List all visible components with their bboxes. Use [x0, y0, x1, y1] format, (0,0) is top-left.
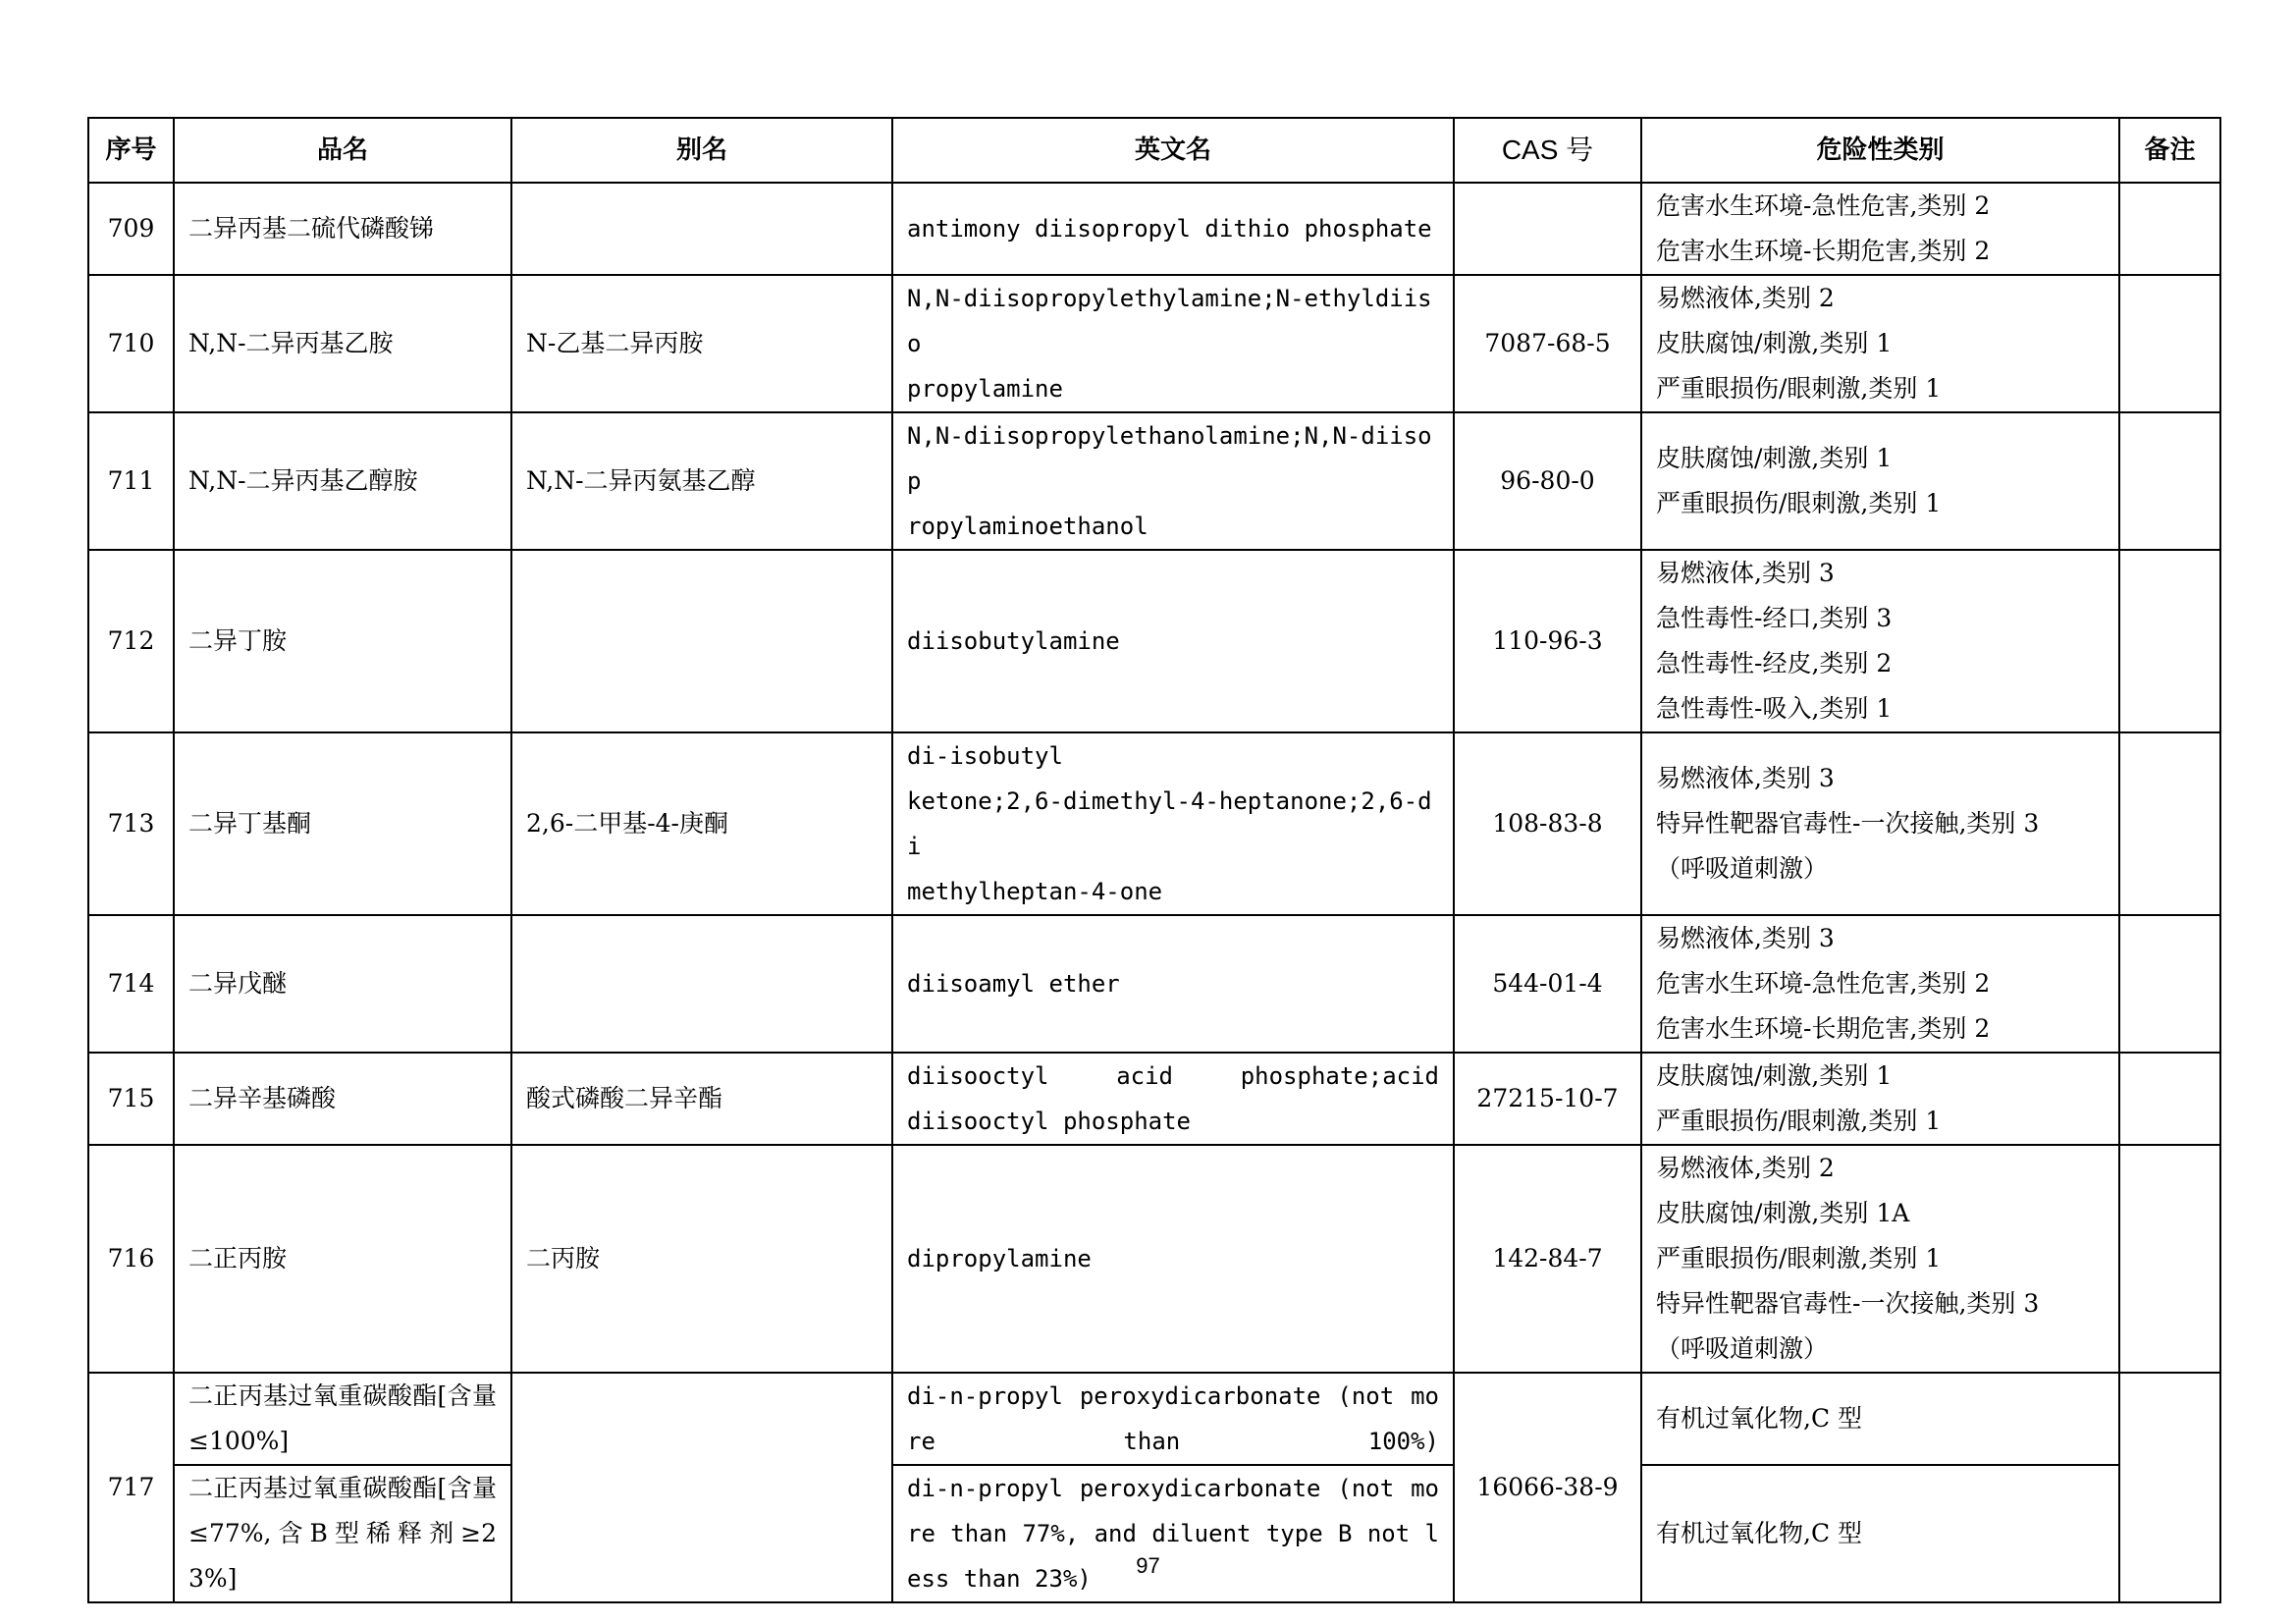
table-row	[88, 412, 2220, 550]
cell-alias	[511, 550, 892, 732]
cell-english: di-n-propyl peroxydicarbonate (not more than 100%)	[892, 1373, 1454, 1465]
cell-english-line: N,N-diisopropylethylamine;N-ethyldiiso	[907, 285, 1432, 357]
cell-remark	[2119, 732, 2220, 915]
cell-hazard-line: 皮肤腐蚀/刺激,类别 1A	[1656, 1199, 1910, 1227]
cell-cas: 27215-10-7	[1454, 1053, 1641, 1145]
cell-english-line: ropylaminoethanol	[907, 513, 1148, 540]
cell-remark	[2119, 275, 2220, 412]
cell-hazard: 有机过氧化物,C 型	[1641, 1465, 2119, 1602]
table-row	[88, 732, 2220, 915]
cell-alias: 2,6-二甲基-4-庚酮	[511, 732, 892, 915]
cell-english-line: di-isobutyl	[907, 742, 1063, 770]
header-no: 序号	[88, 118, 174, 183]
table-row	[88, 1465, 2220, 1602]
table-row	[88, 183, 2220, 275]
cell-english	[892, 275, 1454, 412]
table-row	[88, 1373, 2220, 1465]
cell-hazard-line: 易燃液体,类别 3	[1656, 924, 1835, 952]
cell-hazard	[1641, 1053, 2119, 1145]
cell-english-line: ketone;2,6-dimethyl-4-heptanone;2,6-di	[907, 787, 1432, 860]
header-name: 品名	[174, 118, 511, 183]
table-row	[88, 275, 2220, 412]
cell-hazard-line: 危害水生环境-长期危害,类别 2	[1656, 237, 1991, 265]
cell-alias	[511, 183, 892, 275]
cell-hazard-line: 皮肤腐蚀/刺激,类别 1	[1656, 444, 1893, 472]
cell-cas: 7087-68-5	[1454, 275, 1641, 412]
cell-hazard-line: 危害水生环境-长期危害,类别 2	[1656, 1014, 1991, 1043]
cell-hazard-line: 皮肤腐蚀/刺激,类别 1	[1656, 329, 1893, 357]
cell-hazard-line: 特异性靶器官毒性-一次接触,类别 3	[1656, 809, 2040, 838]
cell-cas	[1454, 183, 1641, 275]
cell-remark	[2119, 183, 2220, 275]
cell-name: 二异丙基二硫代磷酸锑	[174, 183, 511, 275]
cell-cas: 16066-38-9	[1454, 1373, 1641, 1602]
hazardous-chemicals-table	[87, 117, 2221, 1603]
cell-english-line: N,N-diisopropylethanolamine;N,N-diisop	[907, 422, 1432, 495]
cell-remark	[2119, 1145, 2220, 1373]
cell-english: di-n-propyl peroxydicarbonate (not more than 77%, and diluent type B not less than 23%)	[892, 1465, 1454, 1602]
cell-hazard	[1641, 412, 2119, 550]
cell-hazard-line: 严重眼损伤/眼刺激,类别 1	[1656, 374, 1942, 403]
page-number: 97	[1136, 1553, 1160, 1578]
cell-name: 二异戊醚	[174, 915, 511, 1053]
cell-name: 二正丙基过氧重碳酸酯[含量≤77%,含B型稀释剂≥23%]	[174, 1465, 511, 1602]
cell-hazard-line: 易燃液体,类别 2	[1656, 284, 1835, 312]
cell-no: 714	[88, 915, 174, 1053]
cell-english-line: methylheptan-4-one	[907, 878, 1163, 905]
cell-remark	[2119, 550, 2220, 732]
cell-no: 710	[88, 275, 174, 412]
header-cas: CAS 号	[1454, 118, 1641, 183]
cell-english	[892, 183, 1454, 275]
cell-english	[892, 412, 1454, 550]
cell-english-line: diisoamyl ether	[907, 970, 1120, 998]
cell-cas: 110-96-3	[1454, 550, 1641, 732]
cell-cas: 96-80-0	[1454, 412, 1641, 550]
cell-english-line: diisooctyl acid phosphate;acid	[907, 1062, 1439, 1090]
cell-alias	[511, 915, 892, 1053]
cell-english	[892, 1053, 1454, 1145]
cell-hazard: 有机过氧化物,C 型	[1641, 1373, 2119, 1465]
cell-no: 717	[88, 1373, 174, 1602]
cell-hazard-line: 急性毒性-经口,类别 3	[1656, 604, 1893, 632]
cell-no: 711	[88, 412, 174, 550]
cell-name: N,N-二异丙基乙胺	[174, 275, 511, 412]
cell-english-line: antimony diisopropyl dithio phosphate	[907, 215, 1432, 243]
header-remark: 备注	[2119, 118, 2220, 183]
cell-alias: 酸式磷酸二异辛酯	[511, 1053, 892, 1145]
cell-english-line: diisobutylamine	[907, 627, 1120, 655]
cell-name: 二正丙基过氧重碳酸酯[含量≤100%]	[174, 1373, 511, 1465]
cell-no: 716	[88, 1145, 174, 1373]
cell-remark	[2119, 1053, 2220, 1145]
cell-cas: 142-84-7	[1454, 1145, 1641, 1373]
cell-english	[892, 550, 1454, 732]
cell-hazard-line: 皮肤腐蚀/刺激,类别 1	[1656, 1061, 1893, 1090]
cell-english	[892, 732, 1454, 915]
cell-hazard-line: 严重眼损伤/眼刺激,类别 1	[1656, 1244, 1942, 1272]
cell-english	[892, 915, 1454, 1053]
cell-hazard-line: 急性毒性-吸入,类别 1	[1656, 694, 1893, 723]
cell-hazard	[1641, 183, 2119, 275]
cell-hazard-line: 易燃液体,类别 3	[1656, 559, 1835, 587]
cell-hazard-line: 急性毒性-经皮,类别 2	[1656, 649, 1893, 677]
cell-english-line: dipropylamine	[907, 1245, 1092, 1272]
cell-no: 709	[88, 183, 174, 275]
cell-remark	[2119, 915, 2220, 1053]
cell-cas: 544-01-4	[1454, 915, 1641, 1053]
cell-hazard-line: 严重眼损伤/眼刺激,类别 1	[1656, 1107, 1942, 1135]
cell-alias: N-乙基二异丙胺	[511, 275, 892, 412]
cell-hazard-line: 易燃液体,类别 2	[1656, 1154, 1835, 1182]
cell-hazard-line: （呼吸道刺激）	[1656, 854, 1829, 883]
header-hazard: 危险性类别	[1641, 118, 2119, 183]
cell-hazard	[1641, 732, 2119, 915]
cell-name: 二正丙胺	[174, 1145, 511, 1373]
cell-alias: 二丙胺	[511, 1145, 892, 1373]
cell-english-line: propylamine	[907, 375, 1063, 403]
table-header-row	[88, 118, 2220, 183]
cell-hazard	[1641, 275, 2119, 412]
cell-hazard-line: （呼吸道刺激）	[1656, 1334, 1829, 1363]
cell-name: 二异丁胺	[174, 550, 511, 732]
cell-hazard-line: 危害水生环境-急性危害,类别 2	[1656, 191, 1991, 220]
cell-alias: N,N-二异丙氨基乙醇	[511, 412, 892, 550]
cell-hazard	[1641, 915, 2119, 1053]
cell-cas: 108-83-8	[1454, 732, 1641, 915]
cell-name: 二异丁基酮	[174, 732, 511, 915]
table-row	[88, 550, 2220, 732]
cell-name: 二异辛基磷酸	[174, 1053, 511, 1145]
cell-hazard	[1641, 550, 2119, 732]
table-row	[88, 915, 2220, 1053]
cell-remark	[2119, 412, 2220, 550]
cell-no: 712	[88, 550, 174, 732]
header-english: 英文名	[892, 118, 1454, 183]
table-row	[88, 1053, 2220, 1145]
cell-hazard-line: 危害水生环境-急性危害,类别 2	[1656, 969, 1991, 998]
header-alias: 别名	[511, 118, 892, 183]
cell-english-line: diisooctyl phosphate	[907, 1108, 1191, 1135]
cell-hazard-line: 特异性靶器官毒性-一次接触,类别 3	[1656, 1289, 2040, 1318]
cell-hazard-line: 易燃液体,类别 3	[1656, 764, 1835, 792]
table-row	[88, 1145, 2220, 1373]
cell-no: 713	[88, 732, 174, 915]
cell-hazard	[1641, 1145, 2119, 1373]
cell-english	[892, 1145, 1454, 1373]
cell-no: 715	[88, 1053, 174, 1145]
cell-hazard-line: 严重眼损伤/眼刺激,类别 1	[1656, 489, 1942, 517]
cell-name: N,N-二异丙基乙醇胺	[174, 412, 511, 550]
